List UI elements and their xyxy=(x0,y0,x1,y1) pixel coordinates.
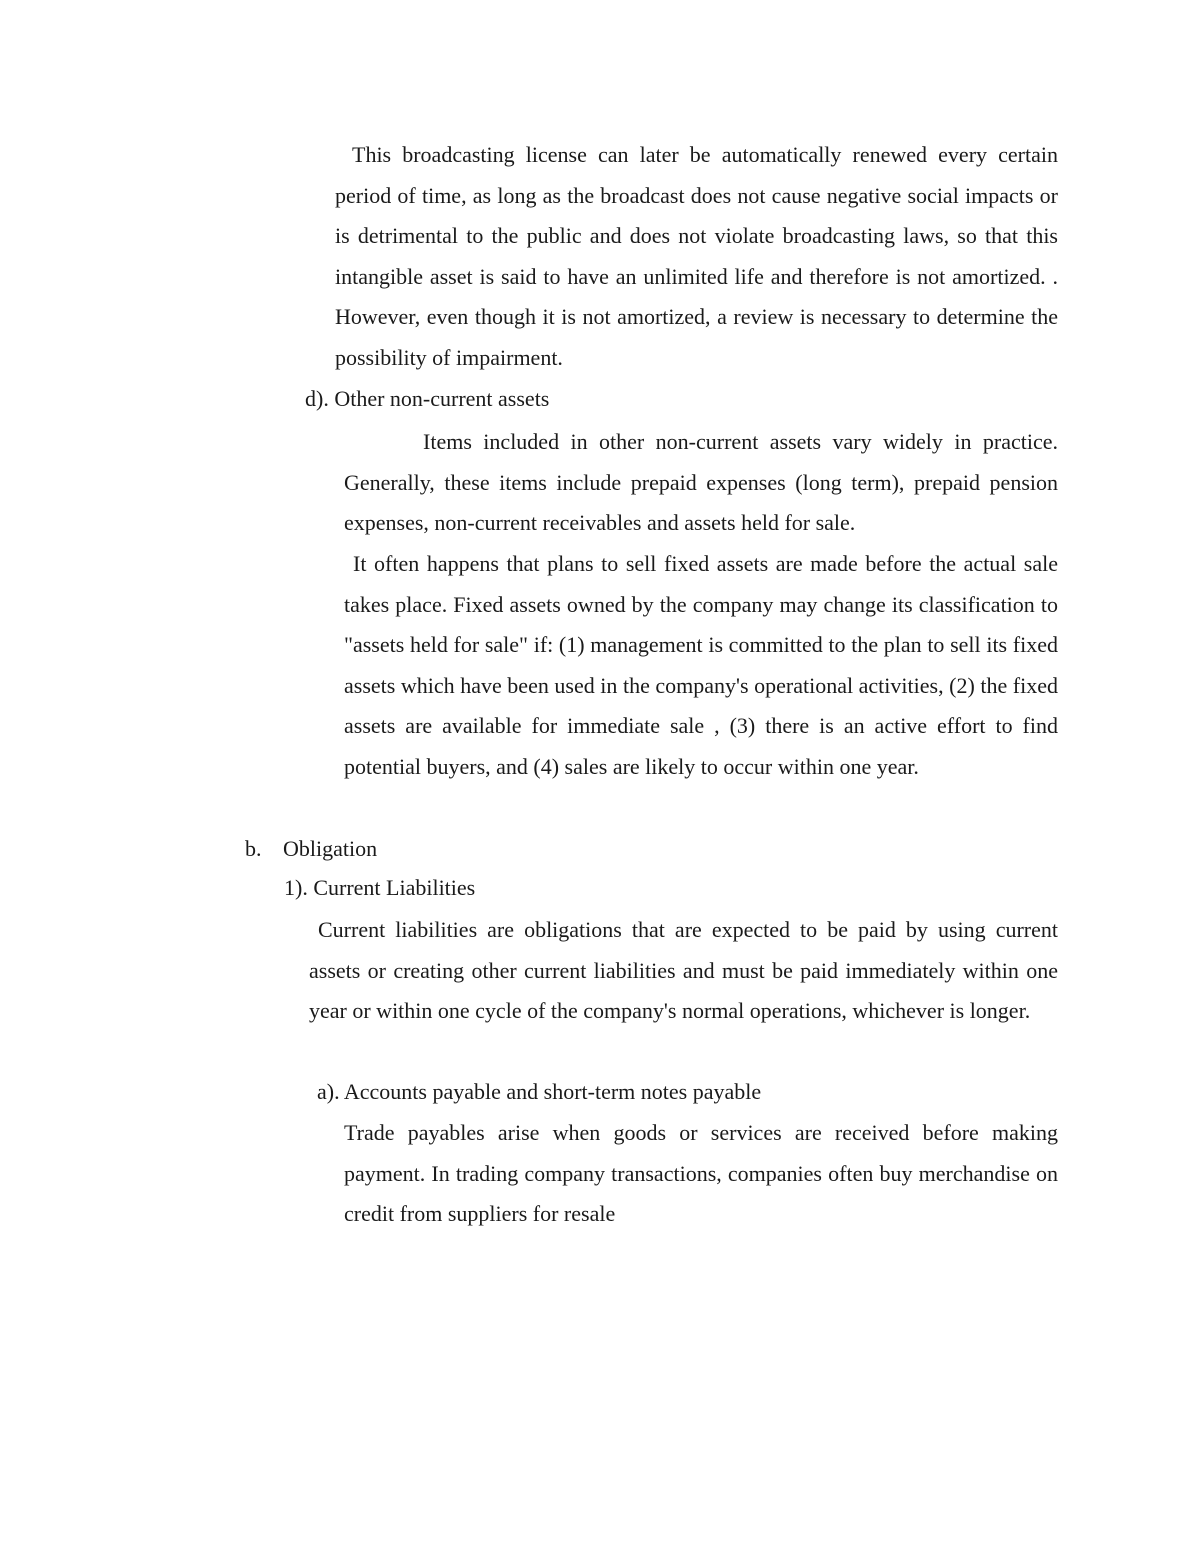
paragraph-current-liabilities: Current liabilities are obligations that are expected to be paid by using current assets or creating other current liabilities and must be paid immediately within one year or within one cycle of the company's normal operations, whichever is longer. xyxy=(309,917,1058,1023)
heading-accounts-payable: a). Accounts payable and short-term notes payable xyxy=(317,1079,762,1104)
heading-current-liabilities: 1). Current Liabilities xyxy=(284,875,476,900)
paragraph-other-noncurrent-items: Items included in other non-current assets vary widely in practice. Generally, these items include prepaid expenses (long term), prepaid pension expenses, non-current receivables and assets held for sale. xyxy=(344,429,1058,535)
paragraph-trade-payables: Trade payables arise when goods or services are received before making payment. In trading company transactions, companies often buy merchandise on credit from suppliers for resale xyxy=(344,1120,1058,1226)
paragraph-assets-held-for-sale: It often happens that plans to sell fixed assets are made before the actual sale takes place. Fixed assets owned by the company may change its classification to "assets held for sale" if: (1) management is committed to the plan to sell its fixed assets which have been used in the company's operational activities, (2) the fixed assets are available for immediate sale , (3) there is an active effort to find potential buyers, and (4) sales are likely to occur within one year. xyxy=(344,551,1058,779)
heading-obligation-label: Obligation xyxy=(283,836,378,861)
heading-other-noncurrent-assets: d). Other non-current assets xyxy=(305,386,550,411)
list-marker: b. xyxy=(245,836,262,861)
paragraph-broadcasting-license: This broadcasting license can later be automatically renewed every certain period of time, as long as the broadcast does not cause negative social impacts or is detrimental to the public and does not violate broadcasting laws, so that this intangible asset is said to have an unlimited life and therefore is not amortized. . However, even though it is not amortized, a review is necessary to determine the possibility of impairment. xyxy=(335,142,1058,370)
heading-obligation xyxy=(245,829,377,869)
